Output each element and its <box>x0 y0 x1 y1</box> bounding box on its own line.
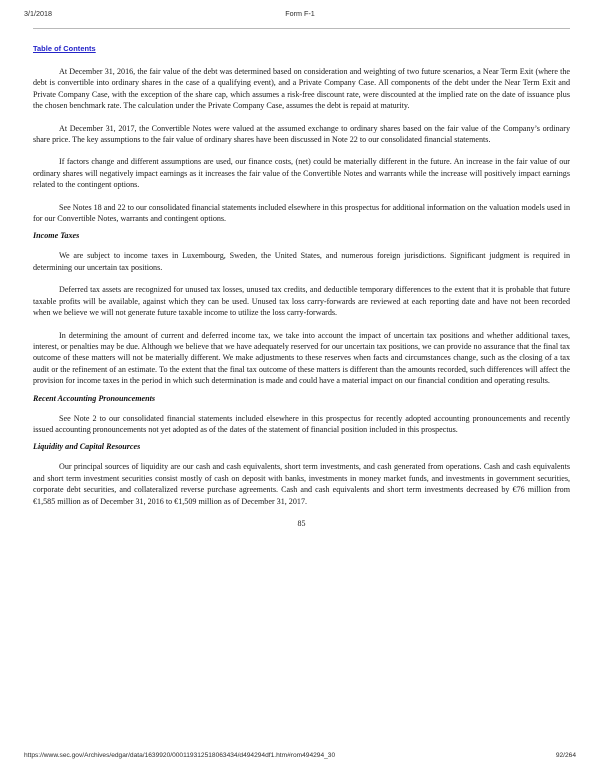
intro-paragraph-block <box>33 66 570 224</box>
paragraph: See Notes 18 and 22 to our consolidated financial statements included elsewhere in this prospectus for additional information on the valuation models used in for our Convertible Notes, warrants and contingent options. <box>33 202 570 224</box>
page-number: 85 <box>297 518 306 528</box>
paragraph: At December 31, 2017, the Convertible Notes were valued at the assumed exchange to ordinary shares based on the fair value of the Company’s ordinary share price. The key assumptions to the fair value of ordinary shares have been discussed in Note 22 to our consolidated financial statements. <box>33 123 570 145</box>
section-liquidity-and-capital-resources <box>33 441 570 507</box>
browser-print-footer <box>0 752 600 764</box>
print-date: 3/1/2018 <box>24 9 52 18</box>
source-url: https://www.sec.gov/Archives/edgar/data/1639920/000119312518063434/d494294df1.htm#rom494294_30 <box>24 752 336 759</box>
paragraph: See Note 2 to our consolidated financial statements included elsewhere in this prospectus for recently adopted accounting pronouncements and recently issued accounting pronouncements not yet adopted as of the dates of the statement of financial position included in this prospectus. <box>33 413 570 434</box>
page-indicator: 92/264 <box>555 752 576 759</box>
paragraph: If factors change and different assumptions are used, our finance costs, (net) could be materially different in the future. An increase in the fair value of our ordinary shares will negatively impact earnings as it increases the fair value of the Convertible Notes and warrants while the increase will positively impact earnings related to the contingent options. <box>33 157 570 190</box>
browser-print-header <box>0 9 600 23</box>
header-divider <box>33 28 570 29</box>
section-heading: Liquidity and Capital Resources <box>33 442 141 452</box>
paragraph: In determining the amount of current and deferred income tax, we take into account the impact of uncertain tax positions and whether additional taxes, interest, or penalties may be due. Although we believe that we have adequately reserved for our uncertain tax positions, we can provide no assurance that the final tax outcome of these matters will not be materially different. We make adjustments to these reserves when facts and circumstances change, such as the closing of a tax audit or the refinement of an estimate. To the extent that the final tax outcome of these matters is different than the amounts recorded, such differences will affect the provision for income taxes in the period in which such determination is made and could have a material impact on our financial condition and operating results. <box>33 330 570 386</box>
paragraph: Our principal sources of liquidity are our cash and cash equivalents, short term investments, and cash generated from operations. Cash and cash equivalents and short term investment securities consist mostly of cash on deposit with banks, investments in money market funds, and investments in government securities, corporate debt securities, and collateralized reverse purchase agreements. Cash and cash equivalents and short term investments decreased by €76 million from €1,585 million as of December 31, 2016 to €1,509 million as of December 31, 2017. <box>33 462 570 506</box>
section-heading: Income Taxes <box>33 231 80 241</box>
table-of-contents-link[interactable]: Table of Contents <box>33 44 96 53</box>
document-page <box>33 38 570 528</box>
paragraph: Deferred tax assets are recognized for unused tax losses, unused tax credits, and deductible temporary differences to the extent that it is probable that future taxable profits will be available, against which they can be used. Unused tax loss carry-forwards are reviewed at each reporting date and have not been recorded when we believe we will not generate future taxable income to utilize the loss carry-forwards. <box>33 285 570 318</box>
paragraph: At December 31, 2016, the fair value of the debt was determined based on consideration and weighting of two future scenarios, a Near Term Exit (where the debt is convertible into ordinary shares in the case of a qualifying event), and a Private Company Case. All components of the debt under the Near Term Exit and Private Company Case, with the exception of the share cap, which assumes a risk-free discount rate, were discounted at the implied rate on the date of issuance plus the chosen benchmark rate. The calculation under the Private Company Case, assumes the debt is repaid at maturity. <box>33 67 570 111</box>
print-document-title: Form F-1 <box>285 9 315 18</box>
paragraph: We are subject to income taxes in Luxembourg, Sweden, the United States, and numerous foreign jurisdictions. Significant judgment is required in determining our uncertain tax positions. <box>33 251 570 272</box>
section-heading: Recent Accounting Pronouncements <box>33 393 156 403</box>
section-recent-accounting-pronouncements <box>33 393 570 436</box>
section-income-taxes <box>33 230 570 386</box>
